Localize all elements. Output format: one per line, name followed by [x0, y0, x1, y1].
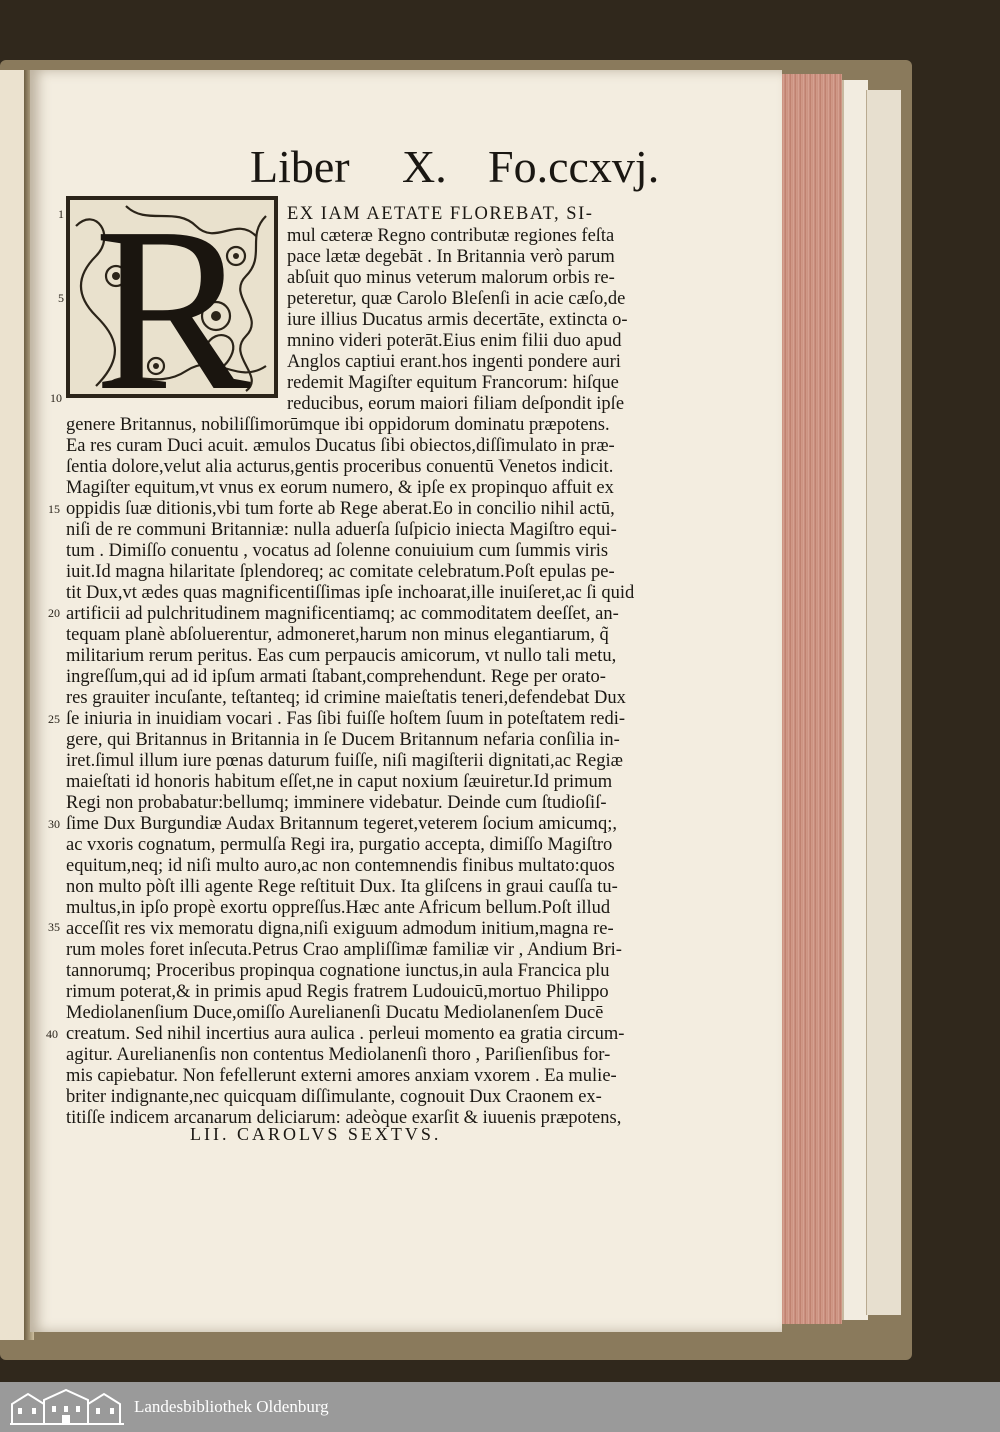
text-line: ac vxoris cognatum, permulſa Regi ira, purgatio accepta, dimiſſo Magiſtro	[66, 835, 613, 855]
text-line: genere Britannus, nobiliſſimorūmque ibi oppidorum dominatu præpotens.	[66, 415, 610, 435]
text-line: rum moles foret inſecuta.Petrus Crao ampliſſimæ familiæ vir , Andium Bri-	[66, 940, 622, 960]
text-line: tequam planè abſoluerentur, admoneret,harum non minus elegantiarum, q̃	[66, 625, 609, 645]
library-name: Landesbibliothek Oldenburg	[134, 1397, 329, 1416]
text-line: agitur. Aurelianenſis non contentus Mediolanenſi thoro , Pariſienſibus for-	[66, 1045, 611, 1065]
text-line: Magiſter equitum,vt vnus ex eorum numero, & ipſe ex propinquo affuit ex	[66, 478, 614, 498]
library-building-icon	[8, 1386, 126, 1426]
decorated-initial-r	[66, 196, 278, 398]
text-line: niſi de re communi Britanniæ: nulla aduerſa ſuſpicio iniecta Magiſtro equi-	[66, 520, 617, 540]
text-line: gere, qui Britannus in Britannia in ſe Ducem Britannum nefaria conſilia in-	[66, 730, 620, 750]
line-number: 30	[48, 817, 60, 831]
text-line: peteretur, quæ Carolo Bleſenſi in acie cæſo,de	[287, 289, 626, 309]
text-line: non multo pòſt illi agente Rege reſtituit Dux. Ita gliſcens in graui cauſſa tu-	[66, 877, 618, 897]
text-line: equitum,neq; id niſi multo auro,ac non contemnendis finibus multato:quos	[66, 856, 615, 876]
text-line: rimum poterat,& in primis apud Regis fratrem Ludouicū,mortuo Philippo	[66, 982, 609, 1002]
text-line: iuit.Id magna hilaritate ſplendoreq; ac comitate celebratum.Poſt epulas pe-	[66, 562, 615, 582]
line-number: 35	[48, 920, 60, 934]
text-line: pace lætæ degebāt . In Britannia verò parum	[287, 247, 615, 267]
text-line: militarium rerum peritus. Eas cum perpaucis amicorum, vt nullo tali metu,	[66, 646, 617, 666]
page-edges-red	[782, 74, 842, 1324]
text-line: tum . Dimiſſo conuentu , vocatus ad ſolenne conuiuium cum ſummis viris	[66, 541, 609, 561]
text-line: oppidis ſuæ ditionis,vbi tum forte ab Rege aberat.Eo in concilio nihil actū,	[66, 499, 615, 519]
text-line: Ea res curam Duci acuit. æmulos Ducatus ſibi obiectos,diſſimulato in præ-	[66, 436, 615, 456]
text-line: creatum. Sed nihil incertius aura aulica . perleui momento ea gratia circum-	[66, 1024, 625, 1044]
library-banner	[0, 1382, 1000, 1432]
header-liber: Liber	[250, 141, 350, 192]
header-book-number: X.	[402, 141, 447, 192]
text-line: acceſſit res vix memoratu digna,niſi exiguum admodum initium,magna re-	[66, 919, 614, 939]
text-line: multus,in ipſo propè exortu oppreſſus.Hæc ante Africum bellum.Poſt illud	[66, 898, 611, 918]
text-line: ingreſſum,qui ad id ipſum armati ſtabant,comprehendunt. Rege per orato-	[66, 667, 606, 687]
text-line: iret.ſimul illum iure pœnas daturum fuiſſe, niſi magiſterii dignitati,ac Regiæ	[66, 751, 623, 771]
text-line: mul cæteræ Regno contributæ regiones feſta	[287, 226, 615, 246]
text-line: abſuit quo minus veterum malorum orbis re-	[287, 268, 615, 288]
line-number: 20	[48, 606, 60, 620]
text-line: ſime Dux Burgundiæ Audax Britannum tegeret,veterem ſocium amicumq;,	[66, 814, 617, 834]
text-line: Anglos captiui erant.hos ingenti pondere auri	[287, 352, 621, 372]
text-line: reducibus, eorum maiori filiam deſpondit ipſe	[287, 394, 625, 414]
text-line: mnino videri poterāt.Eius enim filii duo apud	[287, 331, 622, 351]
cover-board-edge	[866, 90, 901, 1315]
page-edges-light	[842, 80, 868, 1320]
text-line: mis capiebatur. Non fefellerunt externi amores anxiam vxorem . Ea mulie-	[66, 1066, 617, 1086]
line-number: 10	[50, 391, 62, 405]
line-number: 25	[48, 712, 60, 726]
text-line: tit Dux,vt ædes quas magnificentiſſimas ipſe inchoarat,ille inuiſeret,ac ſi quid	[66, 583, 635, 603]
running-header	[250, 140, 660, 200]
text-line: artificii ad pulchritudinem magnificentiamq; ac commoditatem deeſſet, an-	[66, 604, 619, 624]
line-number: 1	[58, 207, 64, 221]
text-line: redemit Magiſter equitum Francorum: hiſque	[287, 373, 619, 393]
line-number: 15	[48, 502, 60, 516]
header-folio: Fo.ccxvj.	[488, 141, 660, 192]
text-line: res grauiter incuſante, teſtanteq; id crimine maieſtatis teneri,defendebat Dux	[66, 688, 626, 708]
text-line: iure illius Ducatus armis decertāte, extincta o-	[287, 310, 628, 330]
initial-letter: R	[94, 196, 251, 398]
text-line: maieſtati id honoris habitum eſſet,ne in caput noxium ſæuiretur.Id primum	[66, 772, 613, 792]
text-line: Mediolanenſium Duce,omiſſo Aurelianenſi Ducatu Mediolanenſem Ducē	[66, 1003, 604, 1023]
text-line: ſentia dolore,velut alia acturus,gentis proceribus conuentū Venetos indicit.	[66, 457, 614, 477]
text-line: tannorumq; Proceribus propinqua cognatione iunctus,in aula Francica plu	[66, 961, 610, 981]
text-line: ſe iniuria in inuidiam vocari . Fas ſibi fuiſſe hoſtem ſuum in poteſtatem redi-	[66, 709, 625, 729]
left-page-edge	[0, 70, 26, 1340]
text-line: Regi non probabatur:bellumq; imminere videbatur. Deinde cum ſtudioſiſ-	[66, 793, 607, 813]
text-line-first: EX IAM AETATE FLOREBAT, SI-	[287, 204, 594, 224]
line-number: 5	[58, 291, 64, 305]
line-number: 40	[46, 1027, 58, 1041]
catchword-footer: LII. CAROLVS SEXTVS.	[190, 1124, 442, 1144]
text-line: briter indignante,nec quicquam diſſimulante, cognouit Dux Craonem ex-	[66, 1087, 602, 1107]
text-line: titiſſe indicem arcanarum deliciarum: adeòque exarſit & iuuenis præpotens,	[66, 1108, 622, 1128]
